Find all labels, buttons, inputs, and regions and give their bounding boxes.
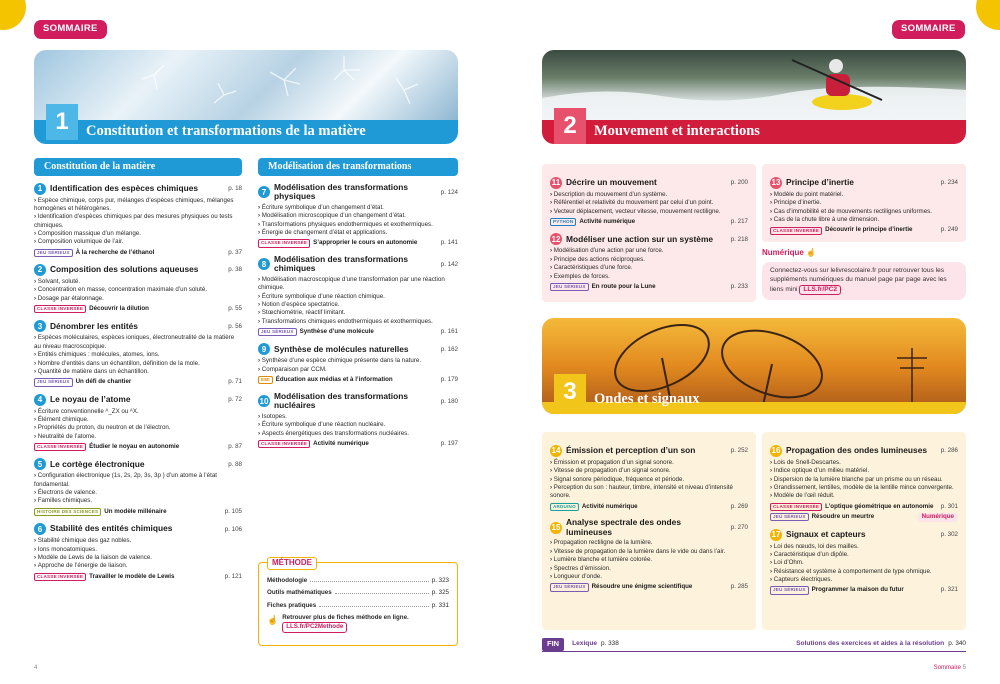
- chapter-title: Composition des solutions aqueuses: [50, 264, 199, 275]
- methode-box: [258, 558, 458, 646]
- chapter-title: Stabilité des entités chimiques: [50, 523, 173, 534]
- chapter-header[interactable]: [770, 445, 958, 457]
- chapter-page: p. 18: [228, 184, 242, 192]
- page-footer-right: Sommaire 5: [933, 664, 966, 671]
- topic-item: › Approche de l’énergie de liaison.: [34, 562, 242, 570]
- fin-bar: [542, 638, 966, 652]
- topic-item: › Dosage par étalonnage.: [34, 295, 242, 303]
- chapter-number: 8: [258, 258, 270, 270]
- topic-item: › Loi d’Ohm.: [770, 559, 958, 567]
- activity-title: Découvrir la dilution: [89, 305, 149, 313]
- col2-heading: Modélisation des transformations: [258, 158, 458, 176]
- chapter: [770, 177, 958, 235]
- activity-title: Un défi de chantier: [75, 378, 132, 386]
- activity-page: p. 121: [224, 572, 242, 580]
- chapter-number: 17: [771, 529, 781, 539]
- chapter-number: 2: [34, 264, 46, 276]
- snow-crystals-image: [34, 50, 458, 120]
- chapter-header[interactable]: [550, 518, 748, 537]
- methode-row[interactable]: [267, 589, 449, 597]
- sommaire-label: SOMMAIRE: [892, 20, 965, 39]
- chapter-number: 13: [771, 178, 781, 188]
- topic-item: › Résistance et système à comportement de type ohmique.: [770, 568, 958, 576]
- activity-tag: JEU SÉRIEUX: [770, 586, 809, 594]
- chapter-page: p. 218: [730, 235, 748, 243]
- activity-tag: CLASSE INVERSÉE: [258, 440, 310, 448]
- activity-page: p. 321: [940, 586, 958, 594]
- chapter-header[interactable]: [34, 264, 242, 276]
- chapter-page: p. 38: [228, 266, 242, 274]
- chapter-activity[interactable]: [34, 508, 242, 516]
- chapter-topics: [34, 197, 242, 247]
- topic-item: › Caractéristique d’un dipôle.: [770, 551, 958, 559]
- topic-item: › Caractéristiques d’une force.: [550, 264, 748, 272]
- activity-tag: PYTHON: [550, 218, 576, 226]
- chapter: [770, 445, 958, 522]
- chapter-header[interactable]: [258, 392, 458, 411]
- chapter-activity[interactable]: [258, 440, 458, 448]
- chapter-activity[interactable]: [34, 249, 242, 257]
- topic-item: › Élément chimique.: [34, 416, 242, 424]
- chapter-header[interactable]: [770, 529, 958, 541]
- chapter-topics: [550, 247, 748, 280]
- topic-item: › Indice optique d’un milieu matériel.: [770, 467, 958, 475]
- chapter: [34, 523, 242, 581]
- activity-page: p. 37: [228, 248, 242, 256]
- unit-2-title: Mouvement et interactions: [594, 123, 760, 140]
- chapter-page: p. 302: [940, 530, 958, 538]
- activity-tag: JEU SÉRIEUX: [550, 583, 589, 591]
- chapter-header[interactable]: [550, 233, 748, 245]
- chapter-number: 9: [258, 343, 270, 355]
- numerique-box: [762, 248, 966, 300]
- numerique-title: Numérique ☝: [762, 248, 816, 257]
- topic-item: › Nombre d’entités dans un échantillon, définition de la mole.: [34, 360, 242, 368]
- chapter-header[interactable]: [770, 177, 958, 189]
- methode-row[interactable]: [267, 602, 449, 610]
- activity-tag: CLASSE INVERSÉE: [34, 573, 86, 581]
- topic-item: › Modèle de Lewis de la liaison de valence.: [34, 554, 242, 562]
- topic-item: › Propriétés du proton, du neutron et de l’électron.: [34, 424, 242, 432]
- activity-tag: JEU SÉRIEUX: [550, 283, 589, 291]
- methode-label: MÉTHODE: [267, 557, 317, 570]
- chapter-page: p. 124: [440, 188, 458, 196]
- chapter-topics: [34, 408, 242, 441]
- activity-title: Éducation aux médias et à l’information: [275, 376, 393, 384]
- topic-item: › Spectres d’émission.: [550, 565, 748, 573]
- methode-rows: [267, 577, 449, 610]
- activity-page: p. 301: [940, 502, 958, 510]
- activity-tag: EMI: [258, 376, 273, 384]
- activity-page: p. 141: [440, 239, 458, 247]
- chapter-title: Analyse spectrale des ondes lumineuses: [566, 517, 681, 537]
- chapter: [34, 394, 242, 452]
- topic-item: › Vitesse de propagation d’un signal sonore.: [550, 467, 748, 475]
- chapter: [550, 518, 748, 591]
- page-number-left: 4: [34, 664, 38, 671]
- chapter-header[interactable]: [34, 394, 242, 406]
- topic-item: › Notion d’espèce spectatrice.: [258, 301, 458, 309]
- activity-page: p. 161: [440, 328, 458, 336]
- topic-item: › Aspects énergétiques des transformations nucléaires.: [258, 430, 458, 438]
- activity-title: L’optique géométrique en autonomie: [825, 502, 934, 510]
- activity-tag: JEU SÉRIEUX: [770, 513, 809, 521]
- topic-item: › Exemples de forces.: [550, 273, 748, 281]
- chapter-number: 15: [551, 523, 561, 533]
- chapter-title: Le noyau de l’atome: [50, 393, 131, 404]
- topic-item: › Vecteur déplacement, vecteur vitesse, mouvement rectiligne.: [550, 208, 748, 216]
- activity-title: Un modèle millénaire: [104, 507, 167, 515]
- chapter-page: p. 234: [940, 179, 958, 187]
- chapter-number: 10: [259, 396, 269, 406]
- chapter-activity[interactable]: [550, 583, 748, 591]
- activity-page: p. 217: [730, 218, 748, 226]
- chapter-activity[interactable]: [34, 305, 242, 313]
- topic-item: › Concentration en masse, concentration maximale d’un soluté.: [34, 286, 242, 294]
- methode-link-text: Retrouver plus de fiches méthode en ligne.: [282, 614, 409, 622]
- chapter: [34, 264, 242, 313]
- topic-item: › Lois de Snell-Descartes.: [770, 459, 958, 467]
- topic-item: › Transformations physiques endothermiques et exothermiques.: [258, 221, 458, 229]
- chapter: [34, 183, 242, 258]
- chapter-header[interactable]: [34, 320, 242, 332]
- activity-title: Résoudre un meurtre: [811, 513, 875, 521]
- topic-item: › Écriture symbolique d’une réaction chimique.: [258, 293, 458, 301]
- topic-item: › Transformations chimiques endothermiques et exothermiques.: [258, 318, 458, 326]
- unit-3-left-box: [542, 432, 756, 630]
- chapter-number: 11: [551, 178, 561, 188]
- lexique-page: p. 338: [601, 640, 619, 648]
- unit-2-right-box: [762, 164, 966, 242]
- topic-item: › Longueur d’onde.: [550, 573, 748, 581]
- chapter-activity[interactable]: [550, 218, 748, 226]
- topic-item: › Modélisation d’une action par une force.: [550, 247, 748, 255]
- chapter-number: 3: [34, 320, 46, 332]
- chapter-number: 5: [34, 458, 46, 470]
- chapter-title: Dénombrer les entités: [50, 320, 138, 331]
- activity-tag: JEU SÉRIEUX: [34, 378, 73, 386]
- topic-item: › Description du mouvement d’un système.: [550, 191, 748, 199]
- activity-tag: CLASSE INVERSÉE: [258, 239, 310, 247]
- chapter-topics: [550, 191, 748, 216]
- chapter-header[interactable]: [258, 183, 458, 202]
- unit-2-number: 2: [554, 108, 586, 144]
- topic-item: › Composition volumique de l’air.: [34, 238, 242, 246]
- activity-page: p. 87: [228, 443, 242, 451]
- activity-page: p. 197: [440, 439, 458, 447]
- topic-item: › Vitesse de propagation de la lumière dans le vide ou dans l’air.: [550, 548, 748, 556]
- activity-tag: CLASSE INVERSÉE: [34, 305, 86, 313]
- chapter-header[interactable]: [550, 177, 748, 189]
- chapter-page: p. 56: [228, 322, 242, 330]
- chapter-page: p. 142: [440, 260, 458, 268]
- unit-3-number: 3: [554, 374, 586, 410]
- topic-item: › Identification d’espèces chimiques par des mesures physiques ou tests chimiques.: [34, 213, 242, 230]
- chapter: [34, 320, 242, 386]
- chapter-activity[interactable]: [770, 503, 958, 511]
- chapter-header[interactable]: [258, 343, 458, 355]
- activity-title: Travailler le modèle de Lewis: [89, 572, 175, 580]
- unit-3-banner: [542, 318, 966, 414]
- topic-item: › Entités chimiques : molécules, atomes, ions.: [34, 351, 242, 359]
- methode-link-row: [267, 614, 449, 633]
- topic-item: › Stabilité chimique des gaz nobles.: [34, 537, 242, 545]
- chapter-page: p. 88: [228, 460, 242, 468]
- chapter: [258, 392, 458, 449]
- activity-title: Synthèse d’une molécule: [299, 328, 374, 336]
- topic-item: › Comparaison par CCM.: [258, 366, 458, 374]
- methode-row-page: p. 331: [431, 601, 449, 609]
- chapter-topics: [34, 537, 242, 570]
- unit-2-left-box: [542, 164, 756, 302]
- topic-item: › Référentiel et relativité du mouvement par celui d’un point.: [550, 199, 748, 207]
- lexique-link[interactable]: Lexique: [572, 640, 598, 648]
- unit-1-banner: [34, 50, 458, 144]
- activity-title: Activité numérique: [313, 439, 369, 447]
- chapter: [34, 458, 242, 516]
- chapter-topics: [34, 334, 242, 376]
- chapter: [550, 445, 748, 511]
- activity-page: p. 71: [228, 378, 242, 386]
- unit-3-title: Ondes et signaux: [594, 391, 700, 408]
- chapter-topics: [550, 459, 748, 501]
- activity-page: p. 269: [730, 502, 748, 510]
- chapter-activity[interactable]: [770, 586, 958, 594]
- chapter-header[interactable]: [34, 523, 242, 535]
- chapter-activity[interactable]: [34, 443, 242, 451]
- chapter-topics: [770, 459, 958, 501]
- topic-item: › Écriture conventionnelle ᴬ_ZX ou ᴬX.: [34, 408, 242, 416]
- chapter-page: p. 72: [228, 396, 242, 404]
- topic-item: › Isotopes.: [258, 413, 458, 421]
- chapter-page: p. 270: [730, 524, 748, 532]
- chapter-topics: [34, 472, 242, 505]
- topic-item: › Modèle de l’œil réduit.: [770, 492, 958, 500]
- topic-item: › Lumière blanche et lumière colorée.: [550, 556, 748, 564]
- topic-item: › Loi des nœuds, loi des mailles.: [770, 543, 958, 551]
- chapter-title: Décrire un mouvement: [566, 177, 657, 188]
- methode-row[interactable]: [267, 577, 449, 585]
- chapter-number: 12: [551, 234, 561, 244]
- topic-item: › Synthèse d’une espèce chimique présente dans la nature.: [258, 357, 458, 365]
- chapter-activity[interactable]: [258, 328, 458, 336]
- activity-tag: JEU SÉRIEUX: [34, 249, 73, 257]
- activity-tag: CLASSE INVERSÉE: [770, 227, 822, 235]
- chapter-title: Propagation des ondes lumineuses: [786, 445, 928, 456]
- topic-item: › Modèle du point matériel.: [770, 191, 958, 199]
- col1-chapter-list: [34, 183, 242, 582]
- activity-title: Activité numérique: [581, 502, 638, 510]
- unit-1-number: 1: [46, 104, 78, 140]
- click-hand-icon: ☝: [267, 615, 279, 626]
- sommaire-label: SOMMAIRE: [34, 20, 107, 39]
- chapter: [258, 343, 458, 384]
- chapter: [550, 233, 748, 291]
- chapter-topics: [770, 191, 958, 224]
- chapter-topics: [258, 204, 458, 237]
- chapter-activity[interactable]: [550, 283, 748, 291]
- kayak-image: [542, 50, 966, 120]
- chapter-page: p. 180: [440, 397, 458, 405]
- chapter-activity[interactable]: [770, 226, 958, 234]
- activity-page: p. 105: [224, 507, 242, 515]
- topic-item: › Dispersion de la lumière blanche par un prisme ou un réseau.: [770, 476, 958, 484]
- topic-item: › Capteurs électriques.: [770, 576, 958, 584]
- right-page: [500, 0, 1000, 684]
- topic-item: › Stœchiométrie, réactif limitant.: [258, 309, 458, 317]
- activity-page: p. 179: [440, 376, 458, 384]
- chapter-title: Le cortège électronique: [50, 458, 145, 469]
- topic-item: › Émission et propagation d’un signal sonore.: [550, 459, 748, 467]
- activity-page: p. 285: [730, 583, 748, 591]
- activity-page: p. 233: [730, 282, 748, 290]
- activity-tag: CLASSE INVERSÉE: [770, 503, 822, 511]
- numerique-text-box: [762, 262, 966, 301]
- chapter-number: 4: [34, 394, 46, 406]
- col-constitution: [34, 158, 242, 581]
- chapter-activity[interactable]: [770, 513, 958, 521]
- topic-item: › Écriture symbolique d’une réaction nucléaire.: [258, 421, 458, 429]
- chapter-number: 16: [771, 446, 781, 456]
- chapter: [258, 255, 458, 337]
- topic-item: › Cas d’immobilité et de mouvements rectilignes uniformes.: [770, 208, 958, 216]
- topic-item: › Solvant, soluté.: [34, 278, 242, 286]
- chapter-header[interactable]: [550, 445, 748, 457]
- chapter-activity[interactable]: [34, 573, 242, 581]
- chapter-activity[interactable]: [550, 503, 748, 511]
- methode-link[interactable]: LLS.fr/PC2Methode: [282, 622, 347, 632]
- chapter-page: p. 252: [730, 447, 748, 455]
- methode-row-label: Outils mathématiques: [267, 589, 332, 597]
- topic-item: › Électrons de valence.: [34, 489, 242, 497]
- chapter-topics: [258, 413, 458, 438]
- chapter-header[interactable]: [258, 255, 458, 274]
- chapter-topics: [34, 278, 242, 303]
- unit-1-title: Constitution et transformations de la matière: [86, 123, 366, 140]
- solutions-link[interactable]: Solutions des exercices et aides à la résolution: [796, 640, 945, 648]
- methode-row-label: Fiches pratiques: [267, 601, 317, 609]
- solutions-page: p. 340: [948, 640, 966, 648]
- chapter-topics: [770, 543, 958, 585]
- topic-item: › Énergie de changement d’état et applications.: [258, 229, 458, 237]
- topic-item: › Neutralité de l’atome.: [34, 433, 242, 441]
- topic-item: › Écriture symbolique d’un changement d’état.: [258, 204, 458, 212]
- topic-item: › Principe d’inertie.: [770, 199, 958, 207]
- chapter: [550, 177, 748, 226]
- activity-tag: JEU SÉRIEUX: [258, 328, 297, 336]
- chapter-title: Signaux et capteurs: [786, 528, 866, 539]
- topic-item: › Espèces moléculaires, espèces ioniques, électroneutralité de la matière au niveau macroscopique.: [34, 334, 242, 351]
- chapter-header[interactable]: [34, 458, 242, 470]
- chapter-title: Modélisation des transformations nucléaires: [274, 390, 409, 411]
- activity-title: Résoudre une énigme scientifique: [591, 583, 693, 591]
- methode-row-page: p. 323: [431, 577, 449, 584]
- chapter-header[interactable]: [34, 183, 242, 195]
- chapter-title: Émission et perception d’un son: [566, 445, 696, 456]
- chapter: [258, 183, 458, 248]
- unit-2-banner: [542, 50, 966, 144]
- methode-row-page: p. 325: [431, 589, 449, 597]
- chapter: [770, 529, 958, 595]
- chapter-page: p. 162: [440, 345, 458, 353]
- chapter-title: Identification des espèces chimiques: [50, 182, 199, 193]
- methode-row-label: Méthodologie: [267, 577, 308, 584]
- unit-3-right-box: [762, 432, 966, 630]
- topic-item: › Propagation rectiligne de la lumière.: [550, 539, 748, 547]
- topic-item: › Ions monoatomiques.: [34, 546, 242, 554]
- topic-item: › Grandissement, lentilles, modèle de la lentille mince convergente.: [770, 484, 958, 492]
- click-hand-icon: ☝: [806, 248, 816, 257]
- activity-tag: CLASSE INVERSÉE: [34, 443, 86, 451]
- chapter-activity[interactable]: [258, 376, 458, 384]
- chapter-title: Modélisation des transformations chimiques: [274, 253, 409, 274]
- topic-item: › Configuration électronique (1s, 2s, 2p, 3s, 3p ) d’un atome à l’état fondamental.: [34, 472, 242, 489]
- numerique-text: Connectez-vous sur lelivrescolaire.fr pour retrouver tous les suppléments numériques du manuel page par page avec les liens mini: [770, 266, 947, 293]
- topic-item: › Principe des actions réciproques.: [550, 256, 748, 264]
- chapter-activity[interactable]: [258, 239, 458, 247]
- chapter-topics: [258, 357, 458, 374]
- chapter-topics: [258, 276, 458, 326]
- chapter-number: 6: [34, 523, 46, 535]
- chapter-number: 14: [551, 446, 561, 456]
- activity-page: p. 55: [228, 305, 242, 313]
- corner-circle: [0, 0, 26, 30]
- chapter-page: p. 286: [940, 447, 958, 455]
- chapter-title: Principe d’inertie: [786, 177, 854, 188]
- numerique-badge: Numérique: [918, 513, 958, 521]
- activity-title: Activité numérique: [579, 218, 636, 226]
- chapter-activity[interactable]: [34, 378, 242, 386]
- col1-heading: Constitution de la matière: [34, 158, 242, 176]
- fin-label: FIN: [542, 638, 564, 650]
- activity-title: À la recherche de l’éthanol: [75, 248, 155, 256]
- topic-item: › Modélisation microscopique d’un changement d’état.: [258, 212, 458, 220]
- activity-tag: HISTOIRE DES SCIENCES: [34, 508, 101, 516]
- activity-page: p. 249: [940, 226, 958, 234]
- topic-item: › Familles chimiques.: [34, 497, 242, 505]
- chapter-title: Modélisation des transformations physiques: [274, 181, 409, 202]
- topic-item: › Signal sonore périodique, fréquence et période.: [550, 476, 748, 484]
- chapter-title: Modéliser une action sur un système: [566, 233, 714, 244]
- topic-item: › Espèce chimique, corps pur, mélanges d’espèces chimiques, mélanges homogènes et hétérogènes.: [34, 197, 242, 214]
- topic-item: › Perception du son : hauteur, timbre, intensité et niveau d’intensité sonore.: [550, 484, 748, 501]
- topic-item: › Modélisation macroscopique d’une transformation par une réaction chimique.: [258, 276, 458, 293]
- col-modelisation: [258, 158, 458, 448]
- chapter-topics: [550, 539, 748, 581]
- chapter-number: 1: [34, 183, 46, 195]
- numerique-link[interactable]: LLS.fr/PC2: [799, 285, 841, 296]
- activity-title: Étudier le noyau en autonomie: [89, 443, 180, 451]
- chapter-title: Synthèse de molécules naturelles: [274, 343, 409, 354]
- unit-1-title-bar: [34, 120, 458, 144]
- topic-item: › Cas de la chute libre à une dimension.: [770, 216, 958, 224]
- topic-item: › Quantité de matière dans un échantillon.: [34, 368, 242, 376]
- activity-title: Programmer la maison du futur: [811, 586, 904, 594]
- chapter-number: 7: [258, 186, 270, 198]
- topic-item: › Composition massique d’un mélange.: [34, 230, 242, 238]
- activity-title: S’approprier le cours en autonomie: [313, 239, 418, 247]
- activity-tag: ARDUINO: [550, 503, 579, 511]
- col2-chapter-list: [258, 183, 458, 449]
- chapter-page: p. 200: [730, 179, 748, 187]
- activity-title: En route pour la Lune: [591, 282, 656, 290]
- corner-circle: [976, 0, 1000, 30]
- unit-2-title-bar: [542, 120, 966, 144]
- activity-title: Découvrir le principe d’inertie: [825, 226, 913, 234]
- chapter-page: p. 106: [224, 525, 242, 533]
